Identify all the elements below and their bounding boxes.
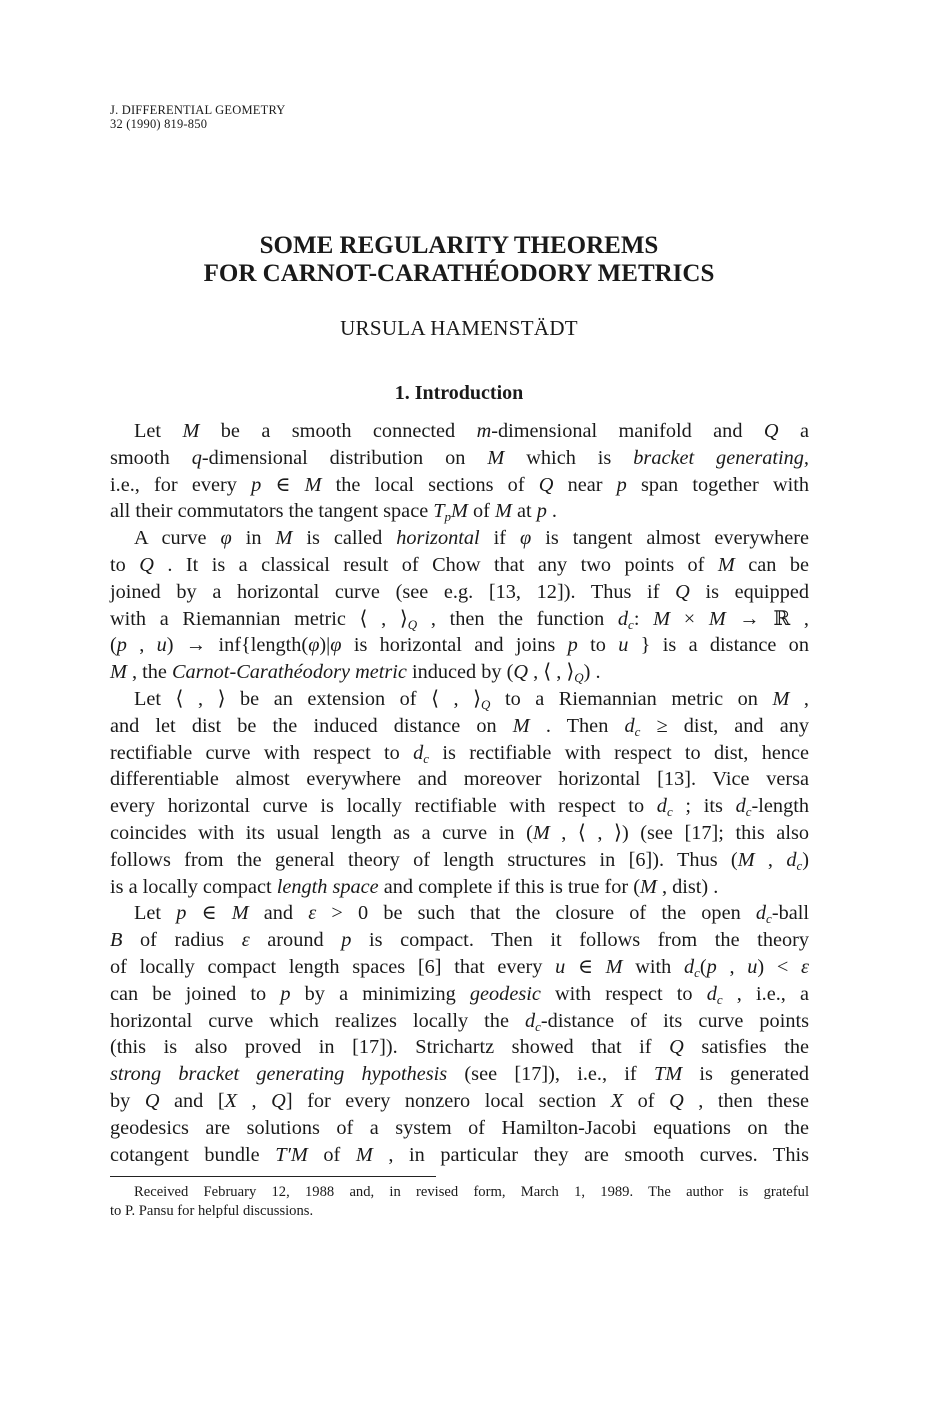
section-heading: 1. Introduction bbox=[394, 382, 524, 404]
paragraph-3: Let ⟨ , ⟩ be an extension of ⟨ , $⟩_Q$ to a Riemannian metric on M , and let dist be the induced distance on M . Then $d_c$ ≥ dist, and any rectifiable curve with respect to $d_c$ is rectifiable with respect to dist, hence differentiable almost everywhere and moreover horizontal [13]. Vice versa every horizontal curve is locally rectifiable with respect to $d_c$ ; its $d_c$-length coincides with its usual length as a curve in (M , ⟨ , ⟩) (see [17]; this also follows from the general theory of length structures in [6]). Thus (M , $d_c$) is a locally compact length space and complete if this is true for (M , dist) . bbox=[110, 687, 809, 898]
body-text bbox=[110, 418, 809, 1168]
footnote-line-2: to P. Pansu for helpful discussions. bbox=[110, 1203, 314, 1219]
paragraph-1: Let M be a smooth connected m-dimensional manifold and Q a smooth q-dimensional distribution on M which is bracket generating, i.e., for every p ∈ M the local sections of Q near p span together with all their commutators the tangent space $T_pM$ of M at p . bbox=[110, 420, 810, 525]
footnote-rule bbox=[110, 1176, 436, 1177]
title-line-1: SOME REGULARITY THEOREMS bbox=[259, 232, 659, 259]
paragraph-2: A curve φ in M is called horizontal if φ is tangent almost everywhere to Q . It is a classical result of Chow that any two points of M can be joined by a horizontal curve (see e.g. [13, 12]). Thus if Q is equipped with a Riemannian metric ⟨ , $⟩_Q$ , then the function $d_c$: M × M → ℝ , (p , u) → inf{length(φ)|φ is horizontal and joins p to u } is a distance on M , the Carnot-Carathéodory metric induced by (Q , ⟨ , $⟩_Q$) . bbox=[110, 527, 810, 686]
footnote-line-1: Received February 12, 1988 and, in revised form, March 1, 1989. The author is grateful bbox=[134, 1184, 809, 1200]
journal-volume-pages: 32 (1990) 819-850 bbox=[110, 117, 208, 131]
journal-header bbox=[110, 103, 286, 131]
paragraph-4: Let p ∈ M and ε > 0 be such that the closure of the open $d_c$-ball B of radius ε around p is compact. Then it follows from the theory of locally compact length spaces [6] that every u ∈ M with $d_c(p$ , u) < ε can be joined to p by a minimizing geodesic with respect to $d_c$ , i.e., a horizontal curve which realizes locally the $d_c$-distance of its curve points (this is also proved in [17]). Strichartz showed that if Q satisfies the strong bracket generating hypothesis (see [17]), i.e., if TM is generated by Q and [X , Q] for every nonzero local section X of Q , then these geodesics are solutions of a system of Hamilton-Jacobi equations on the cotangent bundle T′M of M , in particular they are smooth curves. This bbox=[110, 902, 810, 1166]
journal-name: J. DIFFERENTIAL GEOMETRY bbox=[110, 103, 286, 117]
footnote bbox=[110, 1183, 809, 1221]
paper-title bbox=[0, 232, 918, 288]
title-line-2: FOR CARNOT-CARATHÉODORY METRICS bbox=[203, 260, 715, 287]
author-name: URSULA HAMENSTÄDT bbox=[340, 316, 578, 340]
